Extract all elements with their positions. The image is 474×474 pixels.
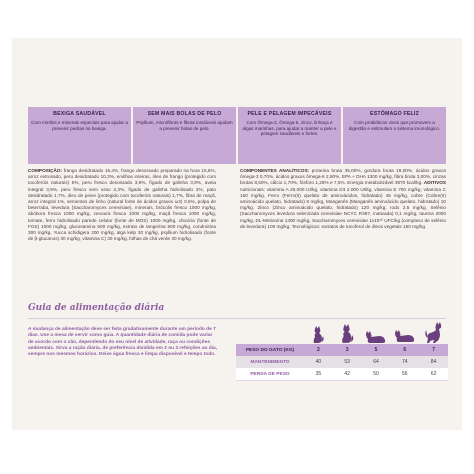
maintenance-label: MANTENIMENTO [250, 359, 290, 365]
maintenance-cell: 74 [402, 359, 408, 365]
weight-cell: 7 [432, 347, 435, 353]
maintenance-cell: 40 [315, 359, 322, 365]
benefit-bladder [28, 107, 131, 164]
weight-row [236, 344, 448, 356]
benefit-text: Com mirtilos e minerais especiais para ajudar a prevenir pedras na bexiga. [31, 120, 128, 131]
benefit-text: Com Ômega-3, Ômega-6, zinco, linhaça e algas marinhas, para ajudar a manter a pele e pelagem saudáveis e fortes. [242, 120, 337, 137]
composition-label: COMPOSIÇÃO: [28, 168, 63, 173]
composition-text [28, 168, 216, 242]
weight-loss-cell: 62 [430, 371, 437, 377]
composition-body: frango desidratado 16,4%, frango desossado preparado na hora 15,6%, arroz extrusado, peru desidratado 10,3%, ervilhas inteiras, óleo de frango (protegido com tocoferóis naturais) 5%, peru fresco desossado 3,9%, fígado de galinha 3,9%, aveia integral 3,9%, peru fresco sem osso 2,3%, fígado de galinha hidrolisado 2%, pato desidratado 1,7%, óleo de peixe (protegido com tocoferóis naturais) 1,7%, fibra de maçã, arroz integral 1%, sementes de linho (natural fonte de ácidos graxos ω3) 0,6%, polpa de beterraba, levedura (Saccharomyces cerevisiae), minerais, brócolis fresco 1000 mg/kg, abóbora fresca 1000 mg/kg, cenoura fresca 1000 mg/kg, maçã fresca 1000 mg/kg, tomate, ferro hidrolisado parede celular (fonte de MOS) 1000 mg/kg, chicória (fonte de FOS) 1000 mg/kg, glucosamina 500 mg/kg, extrato de tangerina 500 mg/kg, condroitina 300 mg/kg, Yucca schidigera 200 mg/kg, alga kelp 30 mg/kg, psyllium hidrolisado (fonte de β-glucanos) 30 mg/kg, vitamina C) 30 mg/kg, folhas de chá verde 30 mg/kg. [28, 168, 216, 242]
additives-label: ADITIVOS [423, 180, 446, 186]
additives-body: nutricionais: vitamina A 25.000 UI/kg, vitamina D3 2.000 UI/kg, vitamina E 700 mg/kg, vitamina C 160 mg/kg, Ferro (Ferro(II) quelato de aminoácidos, hidratado) 45 mg/kg, cobre (Cobre(II) aminoácido quelato, hidratado) 8 mg/kg, Manganês (Manganês aminoácido quelato, hidratado) 10 mg/kg, Zinco (Zinco aminoácido quelato, hidratado) 120 mg/kg, Iodo 2,5 mg/kg, Selênio (Saccharomyces levedura selenizada cerevisiae NCYC R397, inativada) 0,1 mg/kg, taurina 2000 mg/kg, DL-Metionina 1300 mg/kg, Saccharomyces cerevisiae 1x10¹⁰ UFC/kg (complexo de selênio de levedura) 100 mg/kg, Tecnológicos: extratos de tocoferol de óleos vegetais 150 mg/kg. [240, 186, 446, 229]
weight-cell: 6 [403, 347, 407, 353]
weight-loss-label: PERDA DE PESO [250, 371, 290, 377]
maintenance-cell: 53 [344, 359, 350, 365]
feeding-guide-title: Guia de alimentação diária [28, 303, 165, 313]
benefits-bar [28, 107, 446, 164]
weight-loss-cell: 42 [344, 371, 350, 377]
maintenance-row [236, 356, 448, 368]
cat-sitting-icon [333, 322, 362, 344]
analytics-label: COMPONENTES ANALÍTICOS: [240, 168, 310, 173]
weight-cell: 5 [374, 347, 378, 353]
analytics-body: proteína bruta 35,00%, gordura bruta 19,00%, ácidos graxos ômega-3 0,70%, ácidos graxos ômega-6 2,90%, EPA + DHA 1300 mg/kg, fibra bruta 3,00%, cinzas brutas 8,50%, cálcio 1,70%, fósforo 1,25% e 7,5%. Energia metabolizável 3970 kcal/kg. [240, 168, 446, 186]
feeding-guide-text: A mudança de alimentação deve ser feita gradativamente durante um período de 7 dias. Use a mesa de servir como guia. A quantidade diária de comida pode variar de acordo com o cão, dependendo do seu nível de atividade, raça ou condições ambientais. Sirva a ração diária, de preferência dividida em 2 ou 3 refeições ao dia, sempre nos mesmos horários. Deixe água fresca e limpa disponível e tempo todo. [28, 327, 218, 358]
weight-loss-row [236, 368, 448, 381]
weight-loss-cell: 35 [315, 371, 322, 377]
maintenance-cell: 84 [430, 359, 437, 365]
benefit-hairball [133, 107, 236, 164]
weight-loss-cell: 56 [402, 371, 408, 377]
cat-lying-icon [390, 322, 419, 344]
benefit-text: Psyllium, microfibras e fibras insolúveis ajudam a prevenir bolas de pelo. [136, 120, 233, 131]
cat-lying-icon [362, 322, 391, 344]
weight-loss-cell: 50 [373, 371, 379, 377]
maintenance-cell: 64 [373, 359, 379, 365]
benefit-title: BEXIGA SAUDÁVEL [53, 111, 106, 117]
benefit-text: Com probióticos vivos que promovem a digestão e estimulam o sistema imunológico. [348, 120, 441, 131]
benefit-title: SEM MAIS BOLAS DE PELO [147, 111, 222, 117]
analytics-text [240, 168, 446, 230]
benefit-title: PELE E PELAGEM IMPECÁVEIS [247, 111, 332, 117]
cat-walking-icon [419, 322, 448, 344]
feeding-table [236, 318, 448, 381]
benefit-stomach [343, 107, 446, 164]
weight-cell: 3 [345, 347, 349, 353]
weight-label: PESO DO GATO (KG) [245, 347, 295, 353]
benefit-title: ESTÔMAGO FELIZ [370, 111, 419, 117]
cat-icons-row [304, 318, 448, 344]
weight-cell: 2 [317, 347, 320, 353]
benefit-skin-coat [238, 107, 341, 164]
cat-sitting-icon [304, 322, 333, 344]
